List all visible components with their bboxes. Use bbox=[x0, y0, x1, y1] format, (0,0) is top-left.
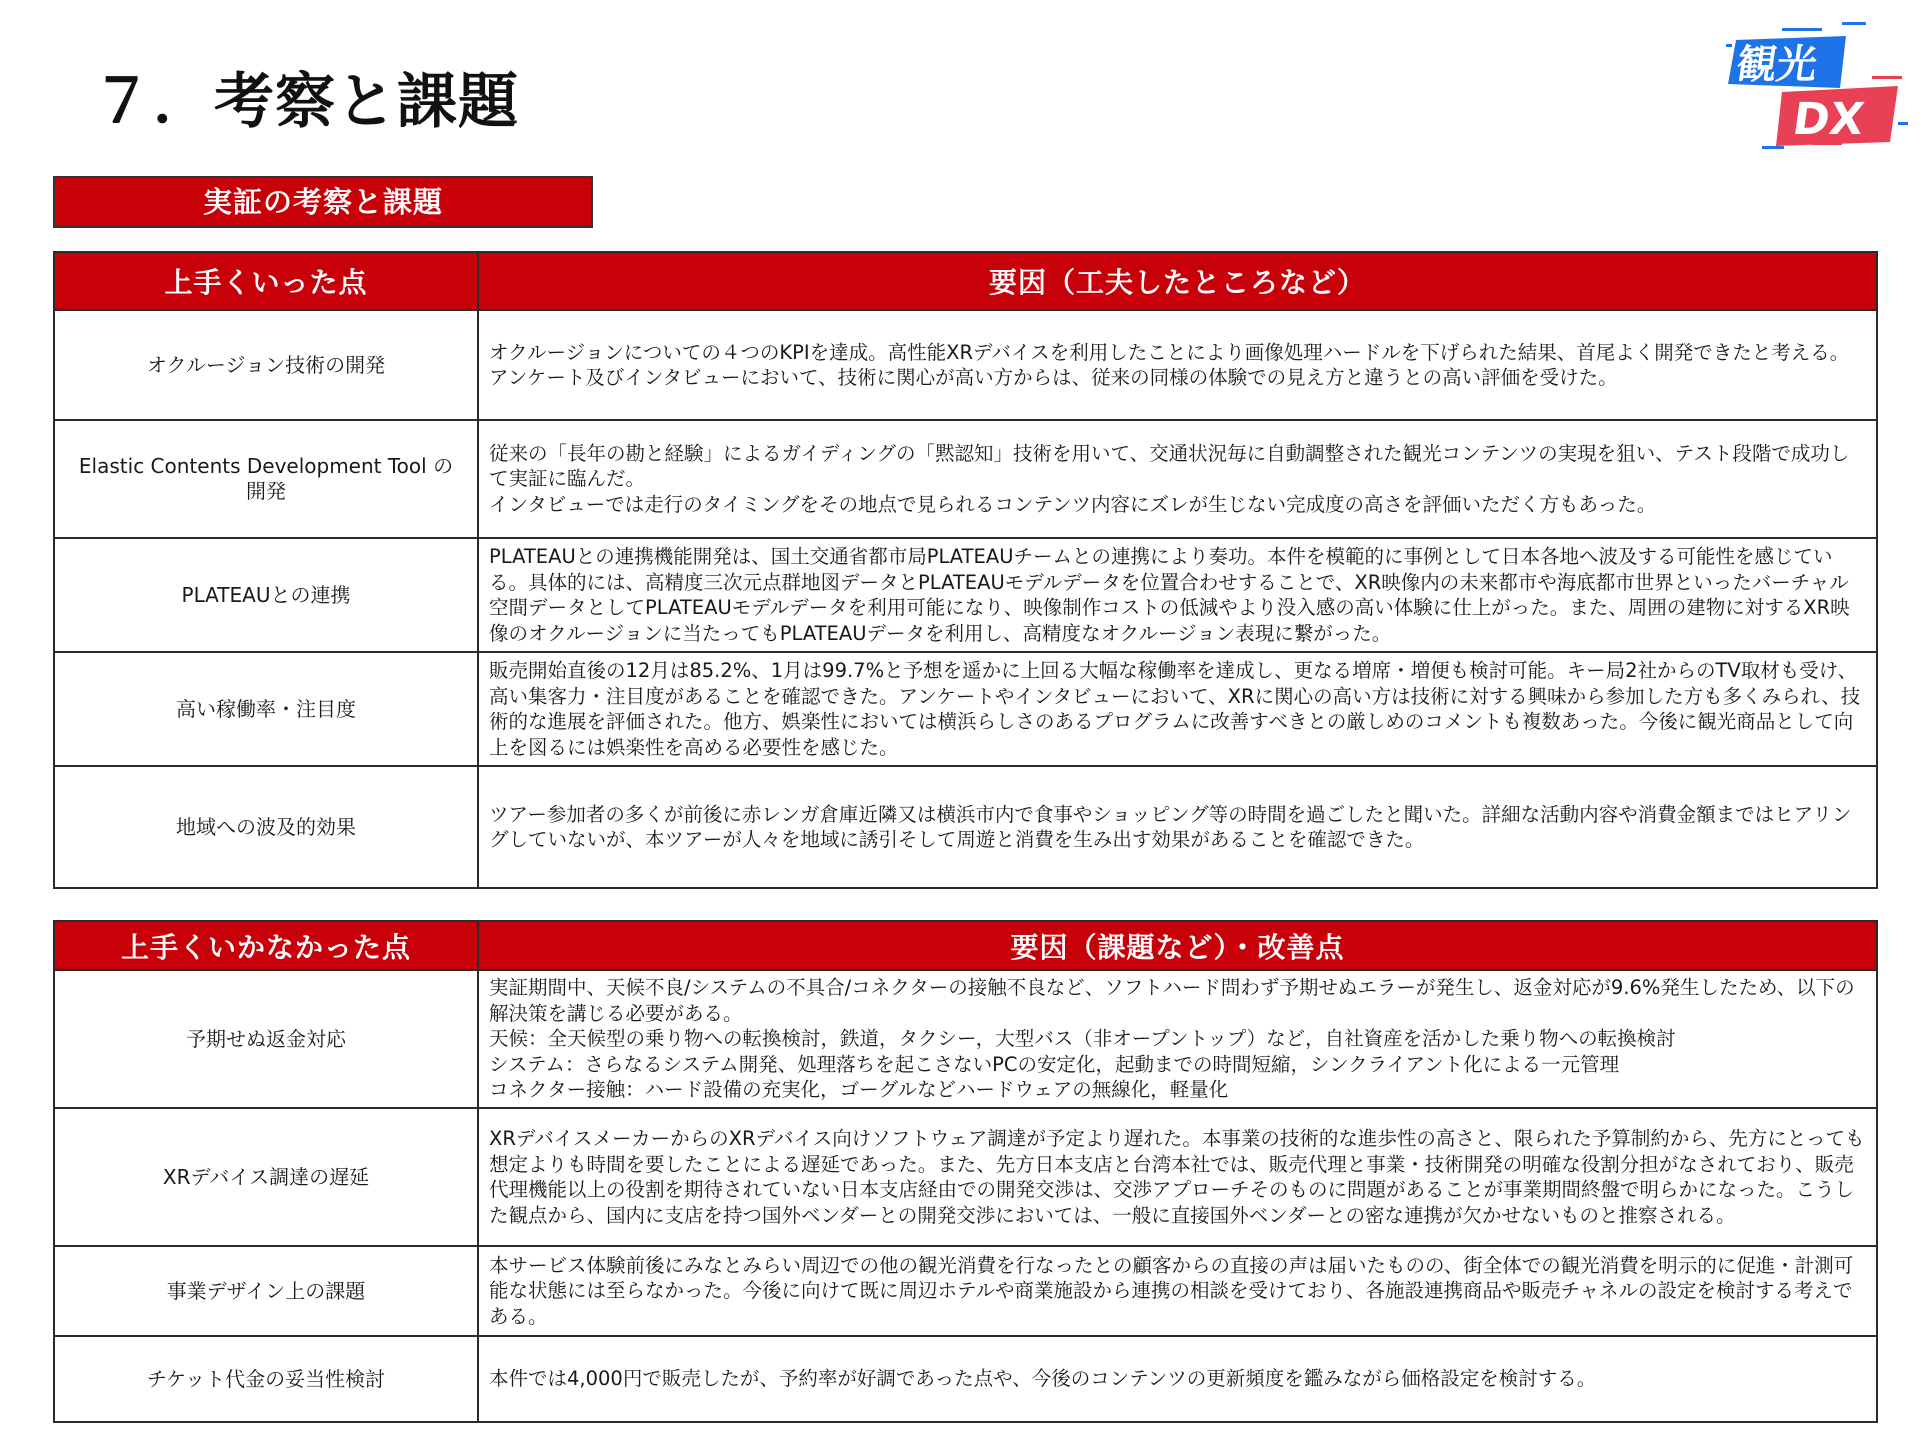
success-description-line: オクルージョンについての４つのKPIを達成。高性能XRデバイスを利用したことにより画像処理ハードルを下げられた結果、首尾よく開発できたと考える。アンケート及びインタビューにおいて、技術に関心が高い方からは、従来の同様の体験での見え方と違うとの高い評価を受けた。 bbox=[489, 340, 1850, 389]
success-table-row bbox=[54, 766, 1877, 888]
failure-row-topic: チケット代金の妥当性検討 bbox=[54, 1336, 478, 1422]
failure-description-line: 天候：全天候型の乗り物への転換検討，鉄道，タクシー，大型バス（非オープントップ）など，自社資産を活かした乗り物への転換検討 bbox=[489, 1027, 1676, 1051]
failure-table-row bbox=[54, 1246, 1877, 1336]
failure-row-description bbox=[478, 1246, 1877, 1336]
success-row-topic: Elastic Contents Development Tool の開発 bbox=[54, 420, 478, 538]
success-description-line: 従来の「長年の勘と経験」によるガイディングの「黙認知」技術を用いて、交通状況毎に自動調整された観光コンテンツの実現を狙い、テスト段階で成功して実証に臨んだ。 bbox=[489, 441, 1850, 491]
failure-description-line: コネクター接触：ハード設備の充実化，ゴーグルなどハードウェアの無線化，軽量化 bbox=[489, 1078, 1229, 1102]
failure-table-row bbox=[54, 1336, 1877, 1422]
failure-table bbox=[53, 920, 1878, 1423]
failure-table-row bbox=[54, 970, 1877, 1108]
success-row-description bbox=[478, 420, 1877, 538]
section-label: 実証の考察と課題 bbox=[53, 176, 593, 228]
success-table-row bbox=[54, 420, 1877, 538]
failure-row-topic: 予期せぬ返金対応 bbox=[54, 970, 478, 1108]
success-row-topic: 高い稼働率・注目度 bbox=[54, 652, 478, 766]
success-header-reason: 要因（工夫したところなど） bbox=[478, 252, 1877, 310]
failure-description-line: XRデバイスメーカーからのXRデバイス向けソフトウェア調達が予定より遅れた。本事業の技術的な進歩性の高さと、限られた予算制約から、先方にとっても想定よりも時間を要したことによる遅延であった。また、先方日本支店と台湾本社では、販売代理と事業・技術開発の明確な役割分担がなされており、販売代理機能以上の役割を期待されていない日本支店経由での開発交渉は、交渉アプローチそのものに問題があることが事業期間終盤で明らかになった。こうした観点から、国内に支店を持つ国外ベンダーとの開発交渉においては、一般に直接国外ベンダーとの密な連携が欠かせないものと推察される。 bbox=[489, 1127, 1865, 1227]
success-row-description bbox=[478, 766, 1877, 888]
success-row-description bbox=[478, 310, 1877, 420]
success-row-topic: オクルージョン技術の開発 bbox=[54, 310, 478, 420]
success-description-line: インタビューでは走行のタイミングをその地点で見られるコンテンツ内容にズレが生じない完成度の高さを評価いただく方もあった。 bbox=[489, 492, 1657, 516]
success-description-line: PLATEAUとの連携機能開発は、国土交通省都市局PLATEAUチームとの連携により奏功。本件を模範的に事例として日本各地へ波及する可能性を感じている。具体的には、高精度三次元点群地図データとPLATEAUモデルデータを位置合わせすることで、XR映像内の未来都市や海底都市世界といったバーチャル空間データとしてPLATEAUモデルデータを利用可能になり、映像制作コストの低減やより没入感の高い体験に仕上がった。また、周囲の建物に対するXR映像のオクルージョンに当たってもPLATEAUデータを利用し、高精度なオクルージョン表現に繋がった。 bbox=[489, 545, 1850, 645]
failure-row-description bbox=[478, 970, 1877, 1108]
success-header-topic: 上手くいった点 bbox=[54, 252, 478, 310]
failure-description-line: 本サービス体験前後にみなとみらい周辺での他の観光消費を行なったとの顧客からの直接の声は届いたものの、街全体での観光消費を明示的に促進・計測可能な状態には至らなかった。今後に向けて既に周辺ホテルや商業施設から連携の相談を受けており、各施設連携商品や販売チャネルの設定を検討する考えである。 bbox=[489, 1253, 1854, 1328]
failure-table-header-row bbox=[54, 921, 1877, 970]
success-row-description bbox=[478, 538, 1877, 652]
success-table-row bbox=[54, 310, 1877, 420]
success-table-row bbox=[54, 538, 1877, 652]
success-table-row bbox=[54, 652, 1877, 766]
success-description-line: ツアー参加者の多くが前後に赤レンガ倉庫近隣又は横浜市内で食事やショッピング等の時間を過ごしたと聞いた。詳細な活動内容や消費金額まではヒアリングしていないが、本ツアーが人々を地域に誘引そして周遊と消費を生み出す効果があることを確認できた。 bbox=[489, 802, 1852, 851]
failure-description-line: 本件では4,000円で販売したが、予約率が好調であった点や、今後のコンテンツの更新頻度を鑑みながら価格設定を検討する。 bbox=[489, 1367, 1597, 1391]
failure-row-topic: XRデバイス調達の遅延 bbox=[54, 1108, 478, 1246]
success-row-topic: 地域への波及的効果 bbox=[54, 766, 478, 888]
failure-header-reason: 要因（課題など）・改善点 bbox=[478, 921, 1877, 970]
logo-text-kanko: 観光 bbox=[1733, 42, 1821, 88]
page-title: ７．考察と課題 bbox=[92, 67, 519, 137]
failure-table-row bbox=[54, 1108, 1877, 1246]
failure-description-line: 実証期間中、天候不良/システムの不具合/コネクターの接触不良など、ソフトハード問わず予期せぬエラーが発生し、返金対応が9.6%発生したため、以下の解決策を講じる必要がある。 bbox=[489, 976, 1855, 1025]
kanko-dx-logo bbox=[1722, 14, 1912, 154]
success-table bbox=[53, 251, 1878, 889]
failure-row-topic: 事業デザイン上の課題 bbox=[54, 1246, 478, 1336]
success-description-line: 販売開始直後の12月は85.2%、1月は99.7%と予想を遥かに上回る大幅な稼働率を達成し、更なる増席・増便も検討可能。キー局2社からのTV取材も受け、高い集客力・注目度があることを確認できた。アンケートやインタビューにおいて、XRに関心の高い方は技術に対する興味から参加した方も多くみられ、技術的な進展を評価された。他方、娯楽性においては横浜らしさのあるプログラムに改善すべきとの厳しめのコメントも複数あった。今後に観光商品として向上を図るには娯楽性を高める必要性を感じた。 bbox=[489, 659, 1861, 759]
logo-text-dx: DX bbox=[1789, 94, 1868, 145]
success-row-description bbox=[478, 652, 1877, 766]
failure-header-topic: 上手くいかなかった点 bbox=[54, 921, 478, 970]
success-row-topic: PLATEAUとの連携 bbox=[54, 538, 478, 652]
success-table-header-row bbox=[54, 252, 1877, 310]
failure-description-line: システム：さらなるシステム開発、処理落ちを起こさないPCの安定化，起動までの時間短縮，シンクライアント化による一元管理 bbox=[489, 1052, 1620, 1076]
failure-row-description bbox=[478, 1336, 1877, 1422]
failure-row-description bbox=[478, 1108, 1877, 1246]
